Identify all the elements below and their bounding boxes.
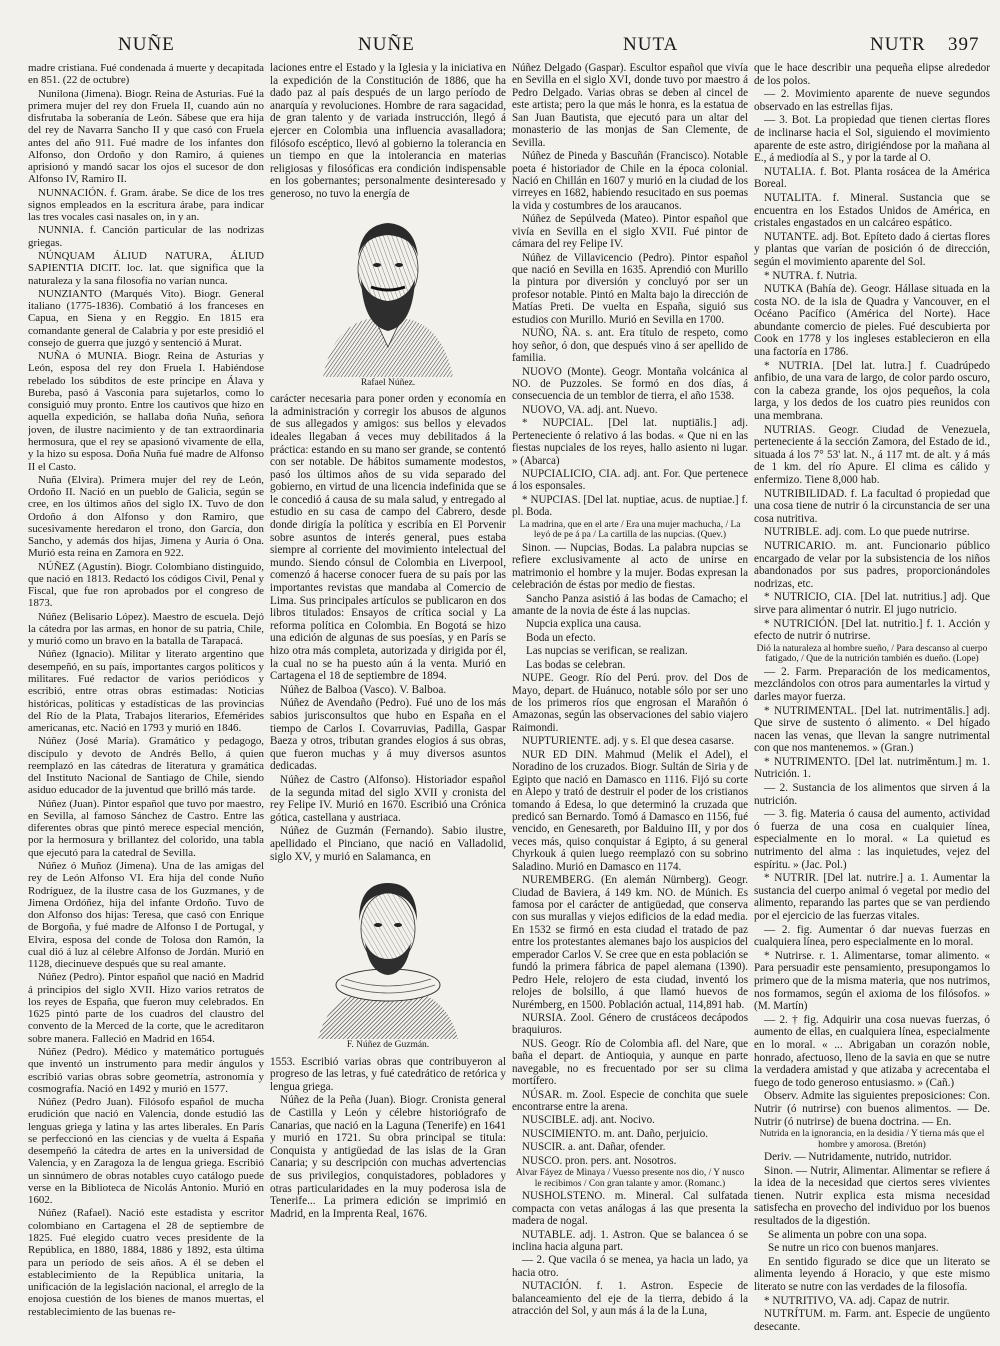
entry-text: NUPTURIENTE. adj. y s. El que desea casarse. [522,735,734,748]
entry-text: NUTRÍTUM. m. Farm. ant. Especie de ungüento desecante. [754,1308,990,1333]
entry-text: que le hace describir una pequeña elipse alrededor de los polos. [754,62,990,87]
column-4 [754,62,990,1340]
entry-text: * NUPCIAL. [Del lat. nuptiālis.] adj. Perteneciente ó relativo á las bodas. « Que ni en las fiestas nupciales de los reyes, hallo asiento ni lugar. » (Abarca) [512,417,748,467]
entry-text: — 2. Sustancia de los alimentos que sirven á la nutrición. [754,782,990,807]
entry-text: — 2. Movimiento aparente de nueve segundos observado en las estrellas fijas. [754,88,990,113]
citation: Nutrida en la ignorancia, en la desidia / Y tierna más que el hombre y amorosa. (Bretón) [759,1129,985,1150]
entry-text: Boda un efecto. [526,631,596,644]
header-left2: NUÑE [358,34,415,55]
entry-text: Núñez de Villavicencio (Pedro). Pintor español que nació en Sevilla en 1635. Aprendió con Murillo la pintura por diversión y concluyó por ser un profesor notable. Pintó en Malta bajo la dirección de Matías Preti. De vuelta en España, siguió sus estudios con Murillo. Murió en Sevilla en 1700. [512,251,748,326]
running-head [28,34,980,56]
entry-text: Las nupcias se verifican, se realizan. [526,645,688,658]
entry-text: Sancho Panza asistió á las bodas de Camacho; el amante de la novia de éste á las nupcias. [512,592,748,617]
entry-text: NUTRIBILIDAD. f. La facultad ó propiedad que una cosa tiene de nutrir ó la circunstancia de ser una cosa nutritiva. [754,487,990,525]
entry-text: NUTANTE. adj. Bot. Epíteto dado á ciertas flores y plantas que varían de posición ó de dirección, según el movimiento aparente del Sol. [754,230,990,268]
entry-text: Núñez de Sepúlveda (Mateo). Pintor español que vivía en Sevilla en el siglo XVII. Fué pintor de cámara del rey Felipe IV. [512,213,748,251]
entry-text: NUNNIA. f. Canción particular de las nodrizas griegas. [28,224,264,249]
column-2 [270,62,506,1340]
entry-text: NUTRIAS. Geogr. Ciudad de Venezuela, perteneciente á la sección Zamora, del Estado de id., situada á los 7° 53' lat. N., á 117 mt. de alt. y á más de 1 km. del río Apure. El clima es cálido y enfermizo. Tiene 8,000 hab. [754,423,990,486]
entry-text: * NUTRA. f. Nutria. [764,269,858,282]
entry-text: 1553. Escribió varias obras que contribuyeron al progreso de las letras, y fué catedrático de retórica y lengua griega. [270,1055,506,1093]
entry-text: Nupcia explica una causa. [526,618,642,631]
entry-text: Núñez de Guzmán (Fernando). Sabio ilustre, apellidado el Pinciano, que nació en Valladolid, siglo XV, y murió en Salamanca, en [270,825,506,863]
entry-text: Núñez (Ignacio). Militar y literato argentino que desempeñó, en su país, importantes cargos políticos y militares. Fué redactor de varios periódicos y escribió, entre otras obras estimadas: Noticias históricas, políticas y estadísticas de las provincias del Río de la Plata, Trabajos literarios, Efemérides americanas, etc. Nació en 1793 y murió en 1846. [28,648,264,735]
entry-text: NUSCIBLE. adj. ant. Nocivo. [522,1114,655,1127]
entry-text: NUSCO. pron. pers. ant. Nosotros. [522,1154,677,1167]
entry-text: Núñez (Pedro). Pintor español que nació en Madrid á principios del siglo XVII. Hizo varios retratos de los reyes de España, que fueron muy celebrados. En 1625 pintó parte de los cuadros del claustro del convento de la Merced de la corte, que le acreditaron sobre manera. Falleció en Madrid en 1654. [28,971,264,1045]
citation: Alvar Fáyez de Minaya / Vuesso presente nos dio, / Y nusco le recibimos / Con gran talante y amor. (Romanc.) [515,1168,745,1189]
entry-text: NUTKA (Bahía de). Geogr. Hállase situada en la costa NO. de la isla de Quadra y Vancouver, en el Océano Pacífico (América del Norte). Hace abundante comercio de pieles. Fué descubierta por Cook en 1778 y los ingleses establecieron en ella una factoría en 1786. [754,283,990,359]
entry-text: NUSCIR. a. ant. Dañar, ofender. [522,1141,666,1154]
entry-text: NUPE. Geogr. Río del Perú. prov. del Dos de Mayo, depart. de Huánuco, notable sólo por ser uno de los primeros ríos que engrosan el Marañón ó Amazonas, según las observaciones del sabio viajero Raimondi. [512,672,748,734]
entry-text: NUTABLE. adj. 1. Astron. Que se balancea ó se inclina hacia alguna part. [512,1228,748,1253]
entry-text: Núñez de Avendaño (Pedro). Fué uno de los más sabios jurisconsultos que hubo en España en el tiempo de Carlos I. Covarruvias, Padilla, Gaspar Baeza y otros, tributan grandes elogios á sus obras, que fueron muchas y á muy diversos asuntos dedicadas. [270,697,506,773]
entry-text: Núñez (Rafael). Nació este estadista y escritor colombiano en Cartagena el 28 de septiembre de 1825. Fué elegido cuatro veces presidente de la República, en 1880, 1884, 1886 y 1892, esta última para un período de seis años. A él se deben el establecimiento de la República unitaria, la unificación de la legislación nacional, el arreglo de la enojosa cuestión de los bienes de manos muertas, el restablecimiento de las buenas re- [28,1207,264,1318]
entry-text: * NUTRICIÓN. [Del lat. nutritio.] f. 1. Acción y efecto de nutrir ó nutrirse. [754,617,990,643]
entry-text: Núñez (Juan). Pintor español que tuvo por maestro, en Sevilla, al famoso Sánchez de Castro. Entre las diferentes obras que pintó merece especial mención, por la hermosura y brillantez del colorido, una tabla que ejecutó para la catedral de Sevilla. [28,797,264,859]
entry-text: * NUTRIMENTO. [Del lat. nutrimĕntum.] m. 1. Nutrición. 1. [754,755,990,781]
entry-text: * NUTRITIVO, VA. adj. Capaz de nutrir. [764,1294,950,1307]
entry-text: Núñez Delgado (Gaspar). Escultor español que vivía en Sevilla en el siglo XVI, donde tuvo por maestro á Pedro Delgado. Varias obras se deben al cincel de este artista; pero la que más le honra, es la estatua de San Juan Bautista, que ejecutó para un altar del monasterio de las monjas de San Clemente, de Sevilla. [512,62,748,149]
portrait-image [313,207,463,377]
entry-text: NUR ED DIN. Mahmud (Melik el Adel), el Noradino de los cruzados. Biogr. Sultán de Siria y de Egipto que nació en Damasco en 1116. Fijó su corte en Alepo y trató de destruir el poder de los cristianos tomando á Edesa, lo que determinó la cruzada que predicó san Bernardo. Tomó á Damasco en 1156, fué vencido, en Genesareth, por Balduino III, y por dos veces más, quiso conquistar á Egipto, á su general Chyrkouk á quien luego reemplazó con su sobrino Saladino. Murió en Damasco en 1174. [512,748,748,873]
entry-text: Sinon. — Nutrir, Alimentar. Alimentar se refiere á la idea de la necesidad que ciertos seres vivientes tienen. Nutrir explica esta misma necesidad satisfecha en provecho del individuo por los buenos resultados de la digestión. [754,1164,990,1228]
entry-text: — 2. Que vacila ó se menea, ya hacia un lado, ya hacia otro. [512,1254,748,1279]
page-number: 397 [948,34,980,55]
entry-text: Se alimenta un pobre con una sopa. [768,1228,927,1241]
entry-text: * NUTRIA. [Del lat. lutra.] f. Cuadrúpedo anfibio, de una vara de largo, de color pardo oscuro, con la cabeza grande, los ojos pequeños, la cola larga, y los dedos de los cuatro pies reunidos con una membrana. [754,359,990,423]
entry-text: En sentido figurado se dice que un literato se alimenta leyendo á Horacio, y que este mismo literato se nutre con las verdades de la filosofía. [754,1255,990,1294]
entry-text: NUREMBERG. (En alemán Nürnberg). Geogr. Ciudad de Baviera, á 149 km. NO. de Múnich. Es famosa por el carácter de antigüedad, que conserva con sus murallas y viejos edificios de la edad media. En 1532 se firmó en esta ciudad el tratado de paz entre los protestantes alemanes bajo los auspicios del emperador Carlos V. Se cree que en esta población se fundó la primera fábrica de papel alemana (1390). Pedro Hele, relojero de esta ciudad, inventó los relojes de bolsillo, á que llamó huevos de Nurémberg, en 1500. Población actual, 114,891 hab. [512,874,748,1011]
entry-text: NUOVO, VA. adj. ant. Nuevo. [522,403,658,416]
entry-text: * NUPCIAS. [Del lat. nuptiae, acus. de nuptiae.] f. pl. Boda. [512,493,748,519]
entry-text: * NUTRIMENTAL. [Del lat. nutrimentālis.] adj. Que sirve de sustento ó alimento. « Del hígado nacen las venas, que llevan la sangre nutrimental con que nos mantenemos. » (Gran.) [754,704,990,755]
entry-text: * NUTRIR. [Del lat. nutrire.] a. 1. Aumentar la sustancia del cuerpo animal ó vegetal por medio del alimento, reparando las partes que se van perdiendo por el ejercicio de las fuerzas vitales. [754,872,990,922]
entry-text: NUOVO (Monte). Geogr. Montaña volcánica al NO. de Puzzoles. Se formó en dos días, á consecuencia de un temblor de tierra, el año 1538. [512,365,748,403]
entry-text: NÚNQUAM ÁLIUD NATURA, ÁLIUD SAPIENTIA DICIT. loc. lat. que significa que la naturaleza y la sana filosofía no varían nunca. [28,249,264,287]
entry-text: laciones entre el Estado y la Iglesia y la iniciativa en la expedición de la Constitución de 1886, que ha dado paz al país después de un largo período de anarquía y revoluciones. Hombre de rara sagacidad, de gran talento y de variada instrucción, llegó á ejercer en Colombia una influencia avasalladora; filósofo escéptico, llevó al gobierno la tolerancia en un tiempo en que la intolerancia en materias religiosas y filosóficas era condición indispensable en los gobernantes; personalmente desinteresado y generoso, no tuvo la energía de [270,62,506,200]
entry-text: carácter necesaria para poner orden y economía en la administración y corregir los abusos de algunos de sus allegados y amigos: sus bellos y elevados ideales llegaban á veces muy debilitados á la práctica: estando en su mano ser grande, se contentó con ser notable. De hábitos sumamente modestos, pasó los últimos años de su vida separado del gobierno, en virtud de una licencia indefinida que se le concedió á causa de su mala salud, y entregado al estudio en su casa de campo del Cabrero, desde donde dirigía la política y escribía en El Porvenir sobre asuntos de interés general, pues estaba siempre al corriente del movimiento intelectual del mundo. Siendo cónsul de Colombia en Liverpool, comenzó á hacerse conocer fuera de su país por las importantes revistas que mandaba al Comercio de Lima. Sus principales artículos se publicaron en dos libros titulados: Ensayos de crítica social y La reforma política en Colombia. En Bogotá se hizo una edición de algunas de sus poesías, y en París se hizo otra más completa, autorizada y dirigida por él, la cual no se ha puesto aún á la venta. Murió en Cartagena el 18 de septiembre de 1894. [270,393,506,683]
entry-text: NUS. Geogr. Río de Colombia afl. del Nare, que baña el depart. de Antioquia, y aunque en parte navegable, no es frecuentado por ser su clima mortífero. [512,1037,748,1088]
entry-text: NUPCIALICIO, CIA. adj. ant. For. Que pertenece á los esponsales. [512,468,748,493]
entry-text: Las bodas se celebran. [526,658,626,671]
entry-text: Núñez ó Muñoz (Jimena). Una de las amigas del rey de León Alfonso VI. Era hija del conde Nuño Rodríguez, de la ilustre casa de los Guzmanes, y de Jimena Ordóñez, hija del infante Ordoño. Tuvo de don Alfonso dos hijas: Teresa, que casó con Enrique de Borgoña, y fué madre de Alfonso I de Portugal, y Elvira, esposa del conde de Tolosa don Ramón, la cual dió á luz al célebre Alfonso de Jordán. Murió en 1128, diecinueve después que su real amante. [28,860,264,971]
citation: La madrina, que en el arte / Era una mujer machucha, / La leyó de pe á pa / La cartilla de las nupcias. (Quev.) [519,519,741,541]
entry-text: Núñez de Balboa (Vasco). V. Balboa. [280,683,447,696]
entry-text: Núñez (Pedro). Médico y matemático portugués que inventó un instrumento para medir ángulos y escribió varias obras sobre geometría, astronomía y cosmografía. Nació en 1492 y murió en 1577. [28,1045,264,1095]
portrait-rafael-nunez [270,207,506,390]
entry-text: * Nutrirse. r. 1. Alimentarse, tomar alimento. « Para persuadir este pensamiento, presupongamos lo primero que de la misma materia, que nos nutrimos, nos formamos, según el axioma de los filósofos. » (M. Martín) [754,949,990,1013]
entry-text: Sinon. — Nupcias, Bodas. La palabra nupcias se refiere exclusivamente al acto de unirse en matrimonio el hombre y la mujer. Bodas expresan la celebración de éstas por medio de fiestas. [512,541,748,592]
entry-text: NUSCIMIENTO. m. ant. Daño, perjuicio. [522,1127,709,1140]
entry-text: Observ. Admite las siguientes preposiciones: Con. Nutrir (ó nutrirse) con buenos alimentos. — De. Nutrir (ó nutrirse) de buena doctrina. — En. [754,1090,990,1128]
entry-text: Nuña (Elvira). Primera mujer del rey de León, Ordoño II. Nació en un pueblo de Galicia, según se cree, en los últimos años del siglo IX. Tuvo de don Ordoño á don Alfonso y don Ramiro, que sucesivamente heredaron el trono, don García, don Sancho, y además dos hijas, Jimena y Auria ó Ona. Murió esta reina en Zamora en 922. [28,473,264,560]
portrait-image [313,869,463,1039]
citation: Dió la naturaleza al hombre sueño, / Para descanso al cuerpo fatigado, / Que de la nutrición también es dueño. (Lope) [756,643,988,665]
header-center: NUTA [623,34,679,55]
entry-text: NÚSAR. m. Zool. Especie de conchita que suele encontrarse entre la arena. [512,1088,748,1113]
entry-text: NUÑA ó MUNIA. Biogr. Reina de Asturias y León, esposa del rey don Fruela I. Habiéndose rebelado los súbditos de este príncipe en Álava y Bureba, pasó á Vasconia para sujetarlos, como lo consiguió muy pronto. Entre los cautivos que hizo en aquella expedición, se hallaba doña Nuña, señora joven, de ilustre nacimiento y de tan extraordinaria hermosura, que el rey se apasionó vivamente de ella, y la hizo su esposa. Doña Nuña fué madre de Alfonso II el Casto. [28,350,264,473]
entry-text: NUTRICARIO. m. ant. Funcionario público encargado de velar por la subsistencia de los niños abandonados por sus padres, proporcionándoles nodrizas, etc. [754,539,990,590]
entry-text: — 3. fig. Materia ó causa del aumento, actividad ó fuerza de una cosa en cualquier línea, especialmente en lo moral. « La quietud es nutrimento del alma : las inquietudes, vejez del espíritu. » (Jac. Pol.) [754,808,990,871]
entry-text: NÚÑEZ (Agustín). Biogr. Colombiano distinguido, que nació en 1813. Redactó los códigos Civil, Penal y Fiscal, que fue ron aprobados por el congreso de 1873. [28,560,264,610]
column-3 [512,62,748,1340]
entry-text: NUÑO, ÑA. s. ant. Era título de respeto, como hoy señor, ó don, que después vino á ser apellido de familia. [512,327,748,365]
entry-text: — 2. † fig. Adquirir una cosa nuevas fuerzas, ó aumento de ellas, en cualquiera línea, especialmente en lo moral. « ... Abrigaban un corazón noble, honrado, afectuoso, lleno de la savia en que se nutre la verdadera amistad y que atizaba y acrecentaba el fuego de todo generoso entusiasmo. » (Cañ.) [754,1013,990,1089]
entry-text: NUTRIBLE. adj. com. Lo que puede nutrirse. [764,526,970,539]
entry-text: NUTACIÓN. f. 1. Astron. Especie de balanceamiento del eje de la tierra, debido á la atracción del Sol, y aun más á la de la Luna, [512,1280,748,1318]
entry-text: Deriv. — Nutridamente, nutrido, nutridor. [764,1151,952,1164]
entry-text: Núñez (José María). Gramático y pedagogo, discípulo y devoto de Andrés Bello, á quien reemplazó en las cátedras de literatura y gramática del Instituto Nacional de Santiago de Chile, siendo asiduo educador de la juventud que brilló más tarde. [28,735,264,797]
header-left1: NUÑE [118,34,175,55]
entry-text: Núñez de la Peña (Juan). Biogr. Cronista general de Castilla y León y célebre historiógrafo de Canarias, que nació en la Laguna (Tenerife) en 1641 y murió en 1721. Su obra principal se titula: Conquista y antigüedad de las islas de la Gran Canaria; y su descripción con muchas advertencias de sus privilegios, conquistadores, pobladores y otras particularidades en la muy poderosa isla de Tenerife... La primera edición se imprimió en Madrid, en la Imprenta Real, 1676. [270,1094,506,1220]
entry-text: NUTALITA. f. Mineral. Sustancia que se encuentra en los Estados Unidos de América, en cristales engastados en un calcáreo espático. [754,191,990,230]
entry-text: * NUTRICIO, CIA. [Del lat. nutritius.] adj. Que sirve para alimentar ó nutrir. El jugo nutricio. [754,591,990,616]
entry-text: NURSIA. Zool. Género de crustáceos decápodos braquiuros. [512,1011,748,1037]
portrait-caption: F. Núñez de Guzmán. [346,1040,430,1051]
entry-text: NUNNACIÓN. f. Gram. árabe. Se dice de los tres signos empleados en la escritura árabe, para indicar las tres vocales casi nasales on, in y an. [28,186,264,224]
entry-text: Núñez (Belisario López). Maestro de escuela. Dejó la cátedra por las armas, en honor de su patria, Chile, y murió como un bravo en la batalla de Tarapacá. [28,610,264,648]
entry-text: NUNZIANTO (Marqués Vito). Biogr. General italiano (1775-1836). Combatió á los franceses en Capua, en Siena y en Reggio. En 1815 era comandante general de Calabria y por este presidió el consejo de guerra que juzgó y sentenció á Murat. [28,287,264,349]
entry-text: — 3. Bot. La propiedad que tienen ciertas flores de inclinarse hacia el Sol, siguiendo el movimiento aparente de este astro, dirigiéndose por la mañana al E., á mediodía al S., y por la tarde al O. [754,114,990,165]
entry-text: Núñez de Pineda y Bascuñán (Francisco). Notable poeta é historiador de Chile en la época colonial. Nació en Chillán en 1607 y murió en la ciudad de los virreyes en 1682, habiendo resucitado en sus poemas la vida y costumbres de los araucanos. [512,150,748,212]
entry-text: NUTALIA. f. Bot. Planta rosácea de la América Boreal. [754,165,990,191]
entry-text: Núñez de Castro (Alfonso). Historiador español de la segunda mitad del siglo XVII y cronista del rey Felipe IV. Murió en 1670. Escribió una Crónica gótica, castellana y austriaca. [270,773,506,824]
entry-text: — 2. fig. Aumentar ó dar nuevas fuerzas en cualquiera línea, pero especialmente en lo moral. [754,923,990,949]
header-right: NUTR [870,34,926,55]
entry-text: Nunilona (Jimena). Biogr. Reina de Asturias. Fué la primera mujer del rey don Fruela II, cuando aún no disfrutaba la soberanía de León. Sábese que era hija del rey de Navarra Sancho II y que casó con Fruela antes del año 911. Fué madre de los infantes don Alfonso, don Ordoño y don Ramiro, á quienes aprisionó y mandó sacar los ojos el sucesor de don Alfonso IV, Ramiro II. [28,87,264,186]
entry-text: Se nutre un rico con buenos manjares. [768,1242,939,1255]
portrait-nunez-de-guzman [270,869,506,1052]
entry-text: madre cristiana. Fué condenada á muerte y decapitada en 851. (22 de octubre) [28,62,264,87]
column-1 [28,62,264,1340]
entry-text: NUSHOLSTENO. m. Mineral. Cal sulfatada compacta con vetas análogas á las que presenta la madera de nogal. [512,1190,748,1228]
entry-text: Núñez (Pedro Juan). Filósofo español de mucha erudición que nació en Valencia, donde estudió las lenguas griega y latina y las artes liberales. En París se perfeccionó en las ciencias y de vuelta á España desempeñó la cátedra de artes en la universidad de Valencia, y en Zaragoza la de lengua griega. Escribió un sinnúmero de obras notables cuyo catálogo puede verse en la Biblioteca de Nicolás Antonio. Murió en 1602. [28,1096,264,1207]
entry-text: — 2. Farm. Preparación de los medicamentos, mezclándolos con otros para aumentarles la virtud y darles mayor fuerza. [754,665,990,703]
portrait-caption: Rafael Núñez. [360,377,416,388]
